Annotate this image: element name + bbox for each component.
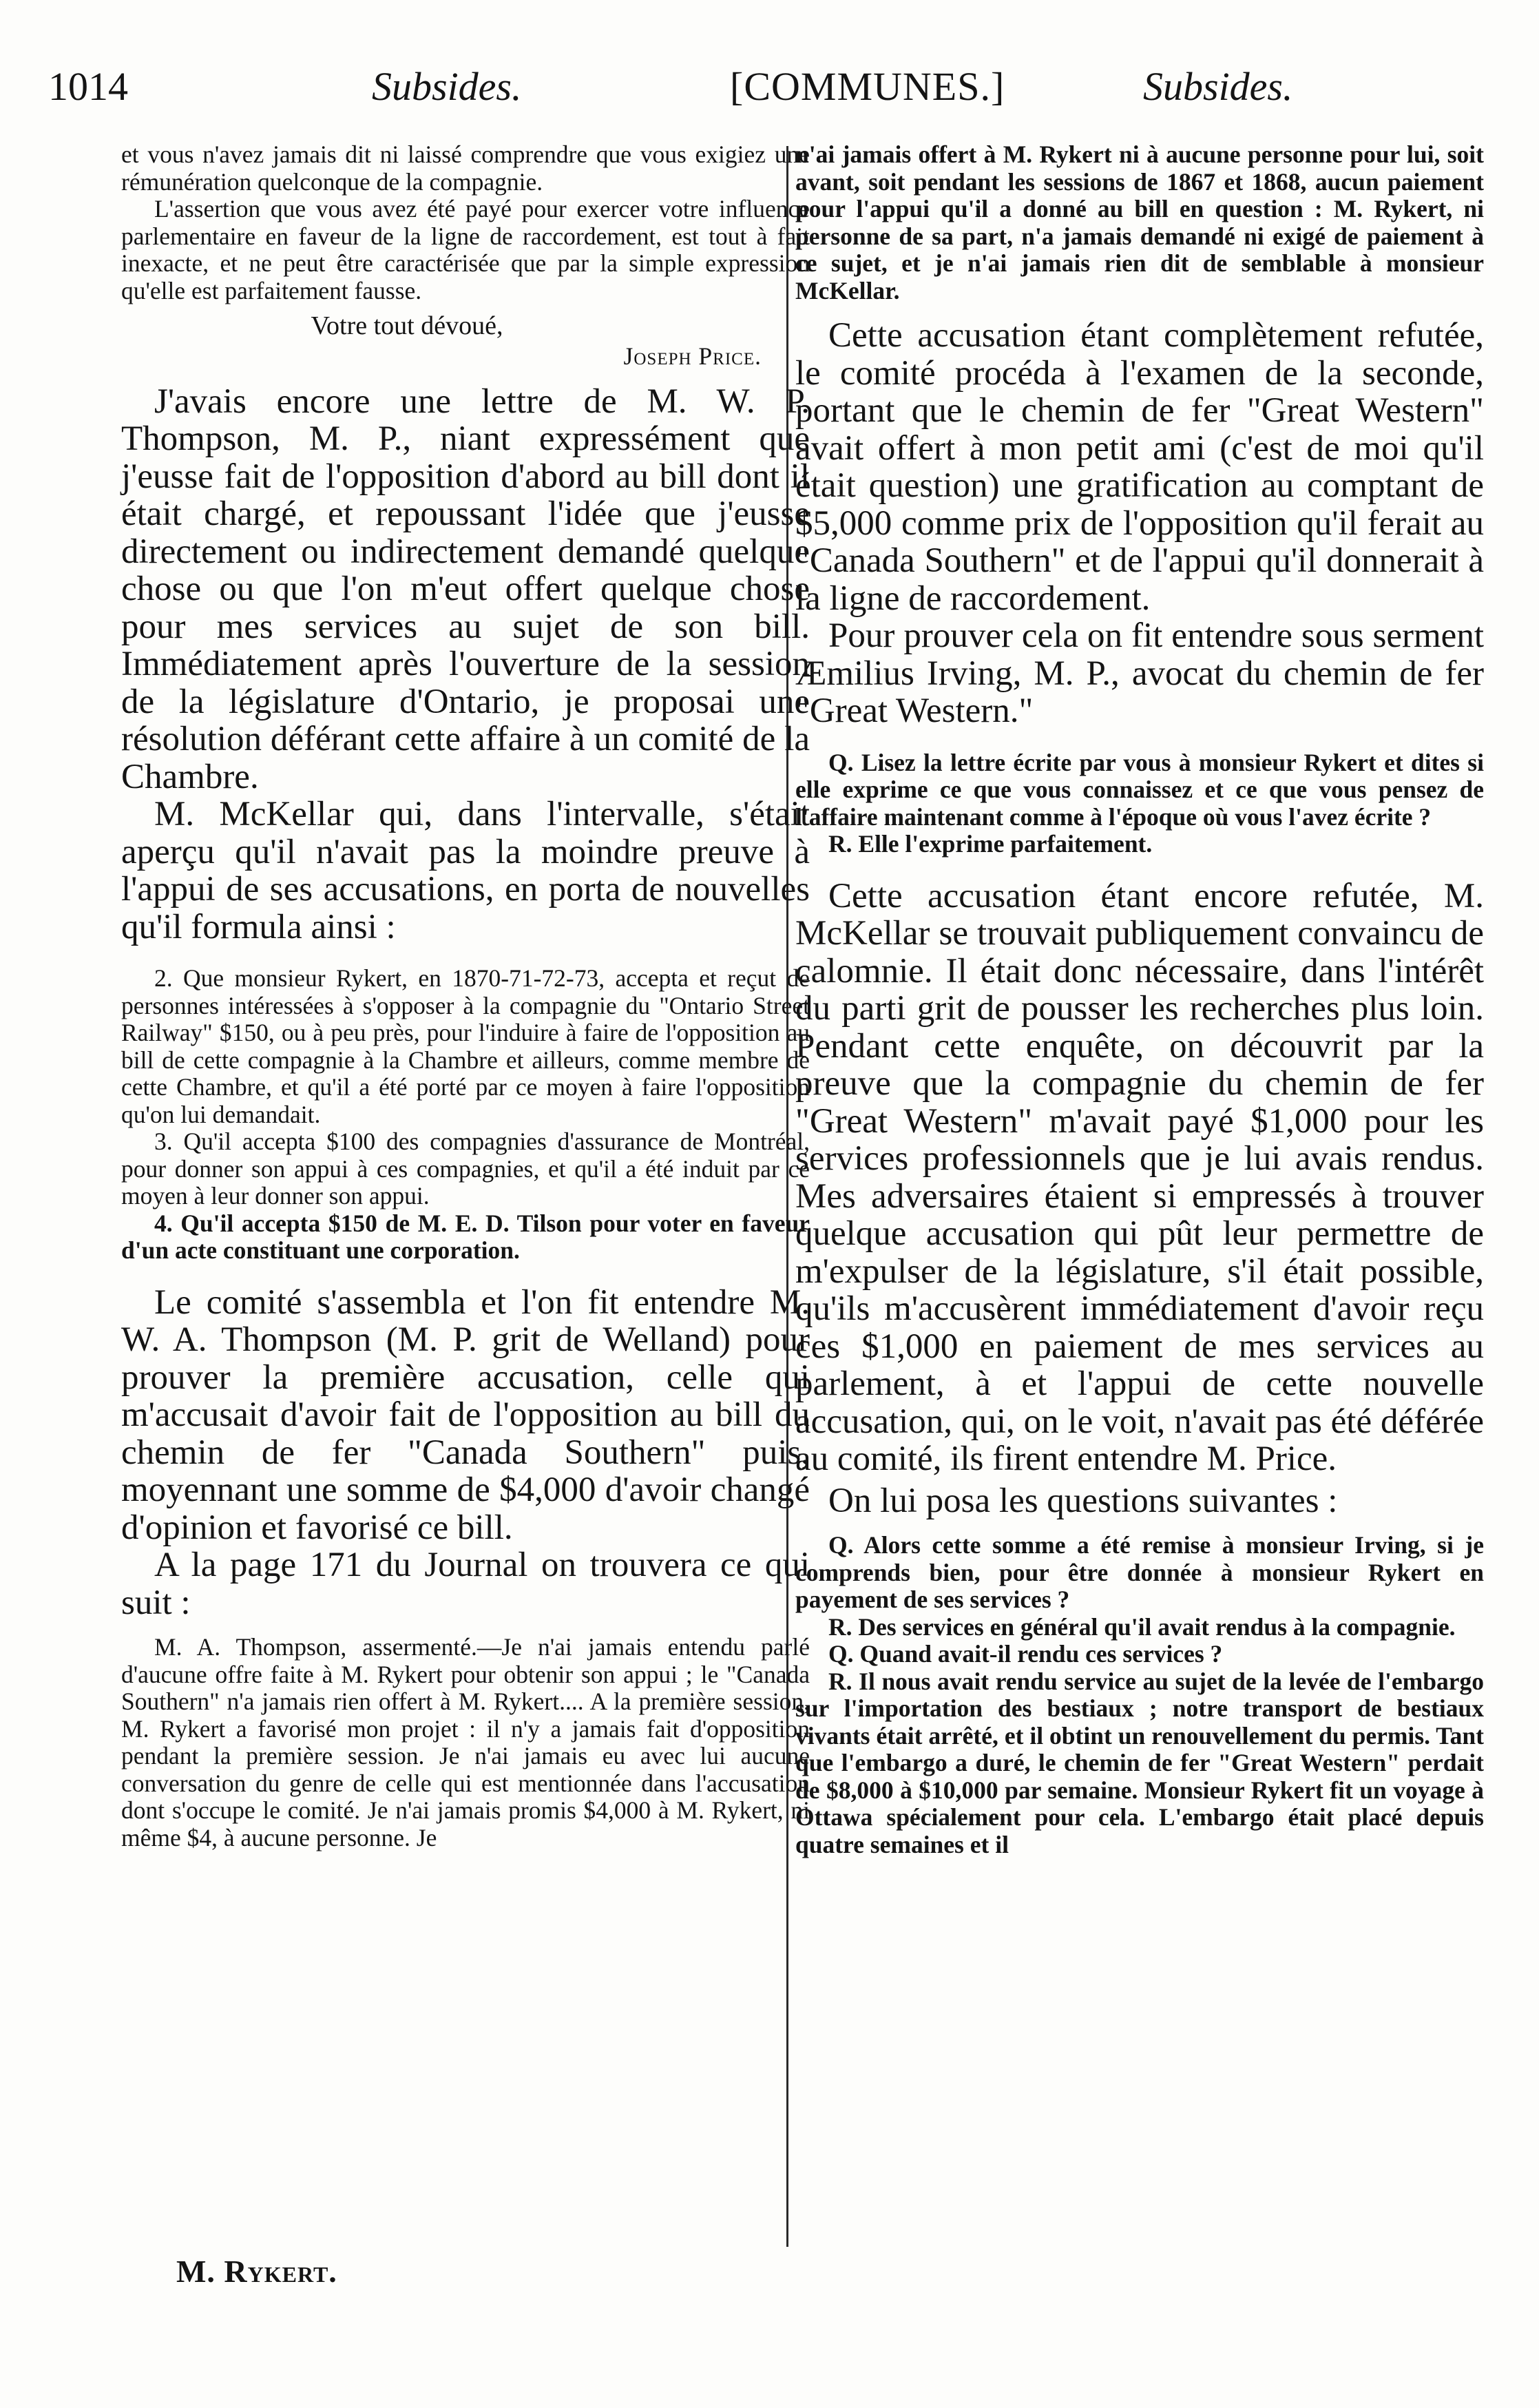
body-paragraph: Cette accusation étant complètement refutée, le comité procéda à l'examen de la seconde, portant que le chemin de fer "Great Western" avait offert à mon petit ami (c'est de moi qu'il était question) une gratification au comptant de $5,000 comme prix de l'opposition qu'il ferait au "Canada Southern" et de l'appui qu'il donnerait à la ligne de raccordement. [795,316,1484,618]
left-column [121,141,810,1851]
testimony-paragraph: M. A. Thompson, assermenté.—Je n'ai jamais entendu parlé d'aucune offre faite à M. Rykert pour obtenir son appui ; le "Canada Southern" n'a jamais rien offert à M. Rykert.... A la première session, M. Rykert a favorisé mon projet : il n'y a jamais fait d'opposition pendant la première session. Je n'ai jamais eu avec lui aucune conversation du genre de celle qui est mentionnée dans l'accusation dont s'occupe le comité. Je n'ai jamais promis $4,000 à M. Rykert, ni même $4, à aucune personne. Je [121,1633,810,1851]
body-paragraph: Cette accusation étant encore refutée, M. McKellar se trouvait publiquement convaincu de calomnie. Il était donc nécessaire, dans l'intérêt du parti grit de pousser les recherches plus loin. Pendant cette enquête, on découvrit par la preuve que la compagnie du chemin de fer "Great Western" m'avait payé $1,000 pour les services professionnels que je lui avais rendus. Mes adversaires étaient si empressés à trouver quelque accusation qui pût leur permettre de m'expulser de la législature, s'il était possible, qu'ils m'accusèrent immédiatement d'avoir reçu ces $1,000 en paiement de mes services au parlement, à et l'appui de cette nouvelle accusation, qui, on le voit, n'avait pas été déférée au comité, ils firent entendre M. Price. [795,876,1484,1478]
page-number: 1014 [48,64,128,109]
letter-signature: Joseph Price. [623,342,762,370]
charge-item: 4. Qu'il accepta $150 de M. E. D. Tilson pour voter en faveur d'un acte constituant une corporation. [121,1209,810,1264]
letter-paragraph: L'assertion que vous avez été payé pour exercer votre influence parlementaire en faveur de la ligne de raccordement, est tout à fait inexacte, et ne peut être caractérisée que par la simple expression qu'elle est parfaitement fausse. [121,195,810,304]
testimony-paragraph: n'ai jamais offert à M. Rykert ni à aucune personne pour lui, soit avant, soit pendant les sessions de 1867 et 1868, aucun paiement pour l'appui qu'il a donné au bill en question : M. Rykert, ni personne de sa part, n'a jamais demandé ni exigé de paiement à ce sujet, et je n'ai jamais rien dit de semblable à monsieur McKellar. [795,141,1484,304]
running-title-center: [COMMUNES.] [730,64,1005,109]
running-head [48,59,1487,114]
body-paragraph: Le comité s'assembla et l'on fit entendre M. W. A. Thompson (M. P. grit de Welland) pour prouver la première accusation, celle qui m'accusait d'avoir fait de l'opposition au bill du chemin de fer "Canada Southern" puis, moyennant une somme de $4,000 d'avoir changé d'opinion et favorisé ce bill. [121,1283,810,1547]
running-title-right: Subsides. [1143,64,1293,109]
question: Q. Lisez la lettre écrite par vous à monsieur Rykert et dites si elle exprime ce que vous connaissez et ce que vous pensez de l'affaire maintenant comme à l'époque où vous l'avez écrite ? [795,748,1484,831]
charge-item: 2. Que monsieur Rykert, en 1870-71-72-73, accepta et reçut de personnes intéressées à s'opposer à la compagnie du "Ontario Street Railway" $150, ou à peu près, pour l'induire à faire de l'opposition au bill de cette compagnie à la Chambre et ailleurs, comme membre de cette Chambre, et qu'il a été porté par ce moyen à faire l'opposition qu'on lui demandait. [121,964,810,1128]
letter-paragraph: et vous n'avez jamais dit ni laissé comprendre que vous exigiez une rémunération quelconque de la compagnie. [121,141,810,196]
charge-item: 3. Qu'il accepta $100 des compagnies d'assurance de Montréal, pour donner son appui à ces compagnies, et qu'il a été induit par ce moyen à leur donner son appui. [121,1128,810,1210]
body-paragraph: Pour prouver cela on fit entendre sous serment Æmilius Irving, M. P., avocat du chemin de fer "Great Western." [795,616,1484,730]
speaker-signature: M. Rykert. [176,2254,337,2289]
answer: R. Il nous avait rendu service au sujet de la levée de l'embargo sur l'importation des bestiaux ; notre transport de bestiaux vivants était arrêté, et il obtint un renouvellement du permis. Tant que l'embargo a duré, le chemin de fer "Great Western" perdait de $8,000 à $10,000 par semaine. Monsieur Rykert fit un voyage à Ottawa spécialement pour cela. L'embargo était placé depuis quatre semaines et il [795,1667,1484,1858]
question: Q. Alors cette somme a été remise à monsieur Irving, si je comprends bien, pour être donnée à monsieur Rykert en payement de ses services ? [795,1531,1484,1613]
question: Q. Quand avait-il rendu ces services ? [828,1640,1223,1668]
body-paragraph: J'avais encore une lettre de M. W. P. Thompson, M. P., niant expressément que j'eusse fait de l'opposition d'abord au bill dont il était chargé, et repoussant l'idée que j'eusse directement ou indirectement demandé quelque chose ou que l'on m'eut offert quelque chose pour mes services au sujet de son bill. Immédiatement après l'ouverture de la session de la législature d'Ontario, je proposai une résolution déférant cette affaire à un comité de la Chambre. [121,382,810,796]
answer: R. Elle l'exprime parfaitement. [828,830,1153,858]
running-title-left: Subsides. [372,64,522,109]
body-paragraph: On lui posa les questions suivantes : [828,1481,1338,1520]
letter-closing: Votre tout dévoué, [311,311,503,340]
body-paragraph: M. McKellar qui, dans l'intervalle, s'était aperçu qu'il n'avait pas la moindre preuve à l'appui de ses accusations, en porta de nouvelles qu'il formula ainsi : [121,795,810,946]
answer: R. Des services en général qu'il avait rendus à la compagnie. [828,1612,1456,1641]
body-paragraph: A la page 171 du Journal on trouvera ce qui suit : [121,1546,810,1622]
right-column [795,141,1484,1858]
